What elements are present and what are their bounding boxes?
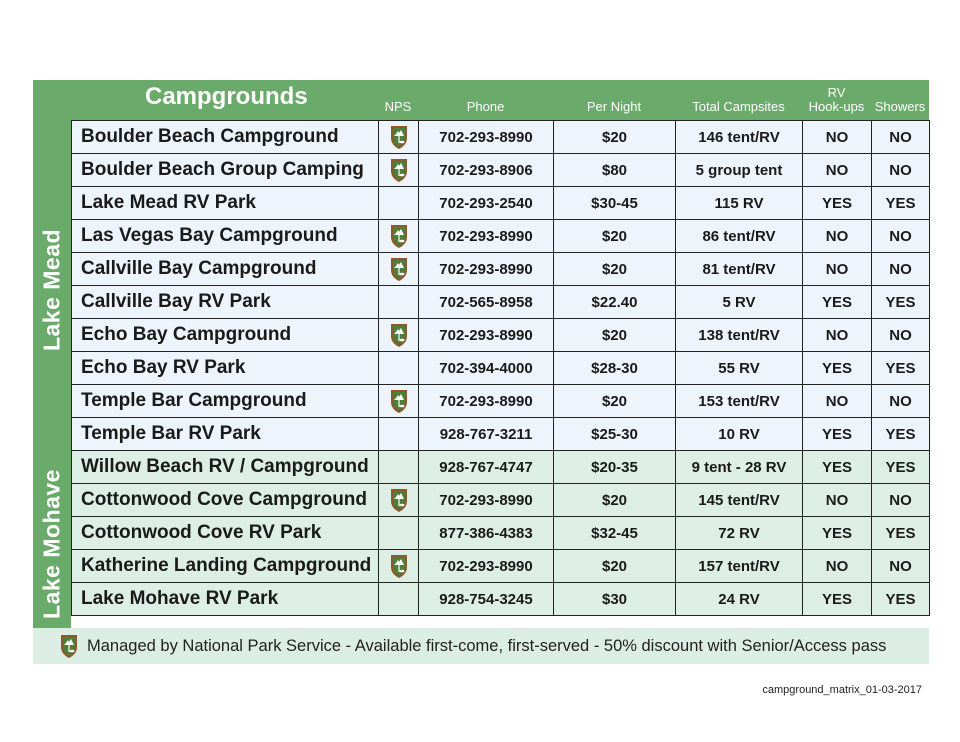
showers-cell: NO	[872, 319, 930, 352]
phone-cell: 928-767-3211	[419, 418, 554, 451]
total-campsites-cell: 138 tent/RV	[676, 319, 803, 352]
total-campsites-cell: 24 RV	[676, 583, 803, 616]
footer-text: Managed by National Park Service - Available first-come, first-served - 50% discount with Senior/Access pass	[87, 636, 887, 655]
region-band-lake-mead	[33, 120, 71, 459]
total-campsites-cell: 5 group tent	[676, 154, 803, 187]
per-night-cell: $22.40	[554, 286, 676, 319]
per-night-cell: $30	[554, 583, 676, 616]
nps-arrowhead-icon	[389, 260, 409, 277]
nps-cell	[379, 154, 419, 187]
campground-name: Echo Bay RV Park	[72, 352, 379, 385]
rv-hookups-cell: NO	[803, 385, 872, 418]
showers-cell: NO	[872, 220, 930, 253]
header-title: Campgrounds	[145, 83, 308, 110]
campground-name: Cottonwood Cove RV Park	[72, 517, 379, 550]
rv-hookups-cell: NO	[803, 550, 872, 583]
nps-cell	[379, 253, 419, 286]
nps-cell	[379, 385, 419, 418]
total-campsites-cell: 5 RV	[676, 286, 803, 319]
table-row	[72, 121, 930, 154]
table-row	[72, 484, 930, 517]
campground-name: Lake Mohave RV Park	[72, 583, 379, 616]
footer-bar	[33, 628, 929, 664]
showers-cell: NO	[872, 253, 930, 286]
header-rv-line1: RV	[827, 85, 846, 100]
table-row	[72, 517, 930, 550]
nps-cell	[379, 484, 419, 517]
table-row	[72, 583, 930, 616]
showers-cell: NO	[872, 385, 930, 418]
campground-name: Las Vegas Bay Campground	[72, 220, 379, 253]
showers-cell: YES	[872, 352, 930, 385]
rv-hookups-cell: YES	[803, 352, 872, 385]
rv-hookups-cell: YES	[803, 451, 872, 484]
header-rv-hookups	[802, 86, 871, 114]
table-row	[72, 550, 930, 583]
per-night-cell: $20	[554, 550, 676, 583]
total-campsites-cell: 55 RV	[676, 352, 803, 385]
table-row	[72, 253, 930, 286]
nps-cell	[379, 187, 419, 220]
nps-cell	[379, 451, 419, 484]
phone-cell: 702-565-8958	[419, 286, 554, 319]
total-campsites-cell: 86 tent/RV	[676, 220, 803, 253]
header-showers: Showers	[874, 99, 926, 114]
phone-cell: 702-293-2540	[419, 187, 554, 220]
total-campsites-cell: 157 tent/RV	[676, 550, 803, 583]
per-night-cell: $25-30	[554, 418, 676, 451]
campground-name: Boulder Beach Group Camping	[72, 154, 379, 187]
table-row	[72, 286, 930, 319]
rv-hookups-cell: YES	[803, 418, 872, 451]
phone-cell: 702-293-8990	[419, 484, 554, 517]
showers-cell: YES	[872, 517, 930, 550]
showers-cell: NO	[872, 121, 930, 154]
showers-cell: NO	[872, 154, 930, 187]
rv-hookups-cell: NO	[803, 220, 872, 253]
rv-hookups-cell: YES	[803, 517, 872, 550]
header-nps: NPS	[384, 99, 412, 114]
total-campsites-cell: 146 tent/RV	[676, 121, 803, 154]
per-night-cell: $32-45	[554, 517, 676, 550]
showers-cell: NO	[872, 484, 930, 517]
total-campsites-cell: 10 RV	[676, 418, 803, 451]
total-campsites-cell: 81 tent/RV	[676, 253, 803, 286]
phone-cell: 702-293-8990	[419, 550, 554, 583]
campground-name: Lake Mead RV Park	[72, 187, 379, 220]
nps-cell	[379, 286, 419, 319]
nps-arrowhead-icon	[389, 392, 409, 409]
showers-cell: YES	[872, 583, 930, 616]
nps-cell	[379, 517, 419, 550]
campground-name: Willow Beach RV / Campground	[72, 451, 379, 484]
nps-arrowhead-icon	[389, 227, 409, 244]
total-campsites-cell: 72 RV	[676, 517, 803, 550]
phone-cell: 928-767-4747	[419, 451, 554, 484]
per-night-cell: $20	[554, 121, 676, 154]
rv-hookups-cell: NO	[803, 253, 872, 286]
campground-name: Cottonwood Cove Campground	[72, 484, 379, 517]
showers-cell: NO	[872, 550, 930, 583]
total-campsites-cell: 153 tent/RV	[676, 385, 803, 418]
nps-arrowhead-icon	[389, 557, 409, 574]
phone-cell: 702-394-4000	[419, 352, 554, 385]
campground-name: Boulder Beach Campground	[72, 121, 379, 154]
campground-name: Callville Bay Campground	[72, 253, 379, 286]
table-row	[72, 154, 930, 187]
phone-cell: 702-293-8990	[419, 220, 554, 253]
rv-hookups-cell: YES	[803, 286, 872, 319]
campground-name: Katherine Landing Campground	[72, 550, 379, 583]
total-campsites-cell: 145 tent/RV	[676, 484, 803, 517]
showers-cell: YES	[872, 286, 930, 319]
nps-cell	[379, 418, 419, 451]
total-campsites-cell: 115 RV	[676, 187, 803, 220]
nps-cell	[379, 319, 419, 352]
showers-cell: YES	[872, 451, 930, 484]
showers-cell: YES	[872, 418, 930, 451]
per-night-cell: $20	[554, 220, 676, 253]
per-night-cell: $80	[554, 154, 676, 187]
header-per-night: Per Night	[586, 99, 642, 114]
per-night-cell: $20	[554, 484, 676, 517]
per-night-cell: $20	[554, 319, 676, 352]
rv-hookups-cell: YES	[803, 187, 872, 220]
total-campsites-cell: 9 tent - 28 RV	[676, 451, 803, 484]
table-row	[72, 418, 930, 451]
nps-arrowhead-icon	[389, 128, 409, 145]
per-night-cell: $20-35	[554, 451, 676, 484]
region-band-lake-mohave	[33, 459, 71, 628]
phone-cell: 877-386-4383	[419, 517, 554, 550]
campground-name: Callville Bay RV Park	[72, 286, 379, 319]
nps-cell	[379, 550, 419, 583]
header-rv-line2: Hook-ups	[808, 99, 865, 114]
rv-hookups-cell: NO	[803, 484, 872, 517]
nps-cell	[379, 220, 419, 253]
nps-arrowhead-icon	[389, 491, 409, 508]
table-row	[72, 187, 930, 220]
nps-cell	[379, 583, 419, 616]
rv-hookups-cell: YES	[803, 583, 872, 616]
phone-cell: 702-293-8906	[419, 154, 554, 187]
table-row	[72, 220, 930, 253]
phone-cell: 702-293-8990	[419, 253, 554, 286]
phone-cell: 702-293-8990	[419, 385, 554, 418]
table-row	[72, 385, 930, 418]
rv-hookups-cell: NO	[803, 319, 872, 352]
document-id: campground_matrix_01-03-2017	[762, 684, 922, 696]
header-phone: Phone	[466, 99, 505, 114]
per-night-cell: $20	[554, 253, 676, 286]
nps-arrowhead-icon	[59, 634, 79, 659]
phone-cell: 702-293-8990	[419, 121, 554, 154]
campground-name: Temple Bar Campground	[72, 385, 379, 418]
phone-cell: 928-754-3245	[419, 583, 554, 616]
header-total-campsites: Total Campsites	[692, 99, 785, 114]
campground-table	[71, 120, 930, 616]
per-night-cell: $30-45	[554, 187, 676, 220]
phone-cell: 702-293-8990	[419, 319, 554, 352]
rv-hookups-cell: NO	[803, 121, 872, 154]
table-row	[72, 352, 930, 385]
table-row	[72, 319, 930, 352]
nps-arrowhead-icon	[389, 326, 409, 343]
campground-name: Temple Bar RV Park	[72, 418, 379, 451]
showers-cell: YES	[872, 187, 930, 220]
nps-arrowhead-icon	[389, 161, 409, 178]
nps-cell	[379, 352, 419, 385]
region-label-lake-mohave: Lake Mohave	[38, 468, 65, 619]
rv-hookups-cell: NO	[803, 154, 872, 187]
campground-matrix	[33, 80, 929, 664]
campground-name: Echo Bay Campground	[72, 319, 379, 352]
per-night-cell: $20	[554, 385, 676, 418]
table-row	[72, 451, 930, 484]
region-label-lake-mead: Lake Mead	[38, 228, 65, 351]
nps-cell	[379, 121, 419, 154]
per-night-cell: $28-30	[554, 352, 676, 385]
